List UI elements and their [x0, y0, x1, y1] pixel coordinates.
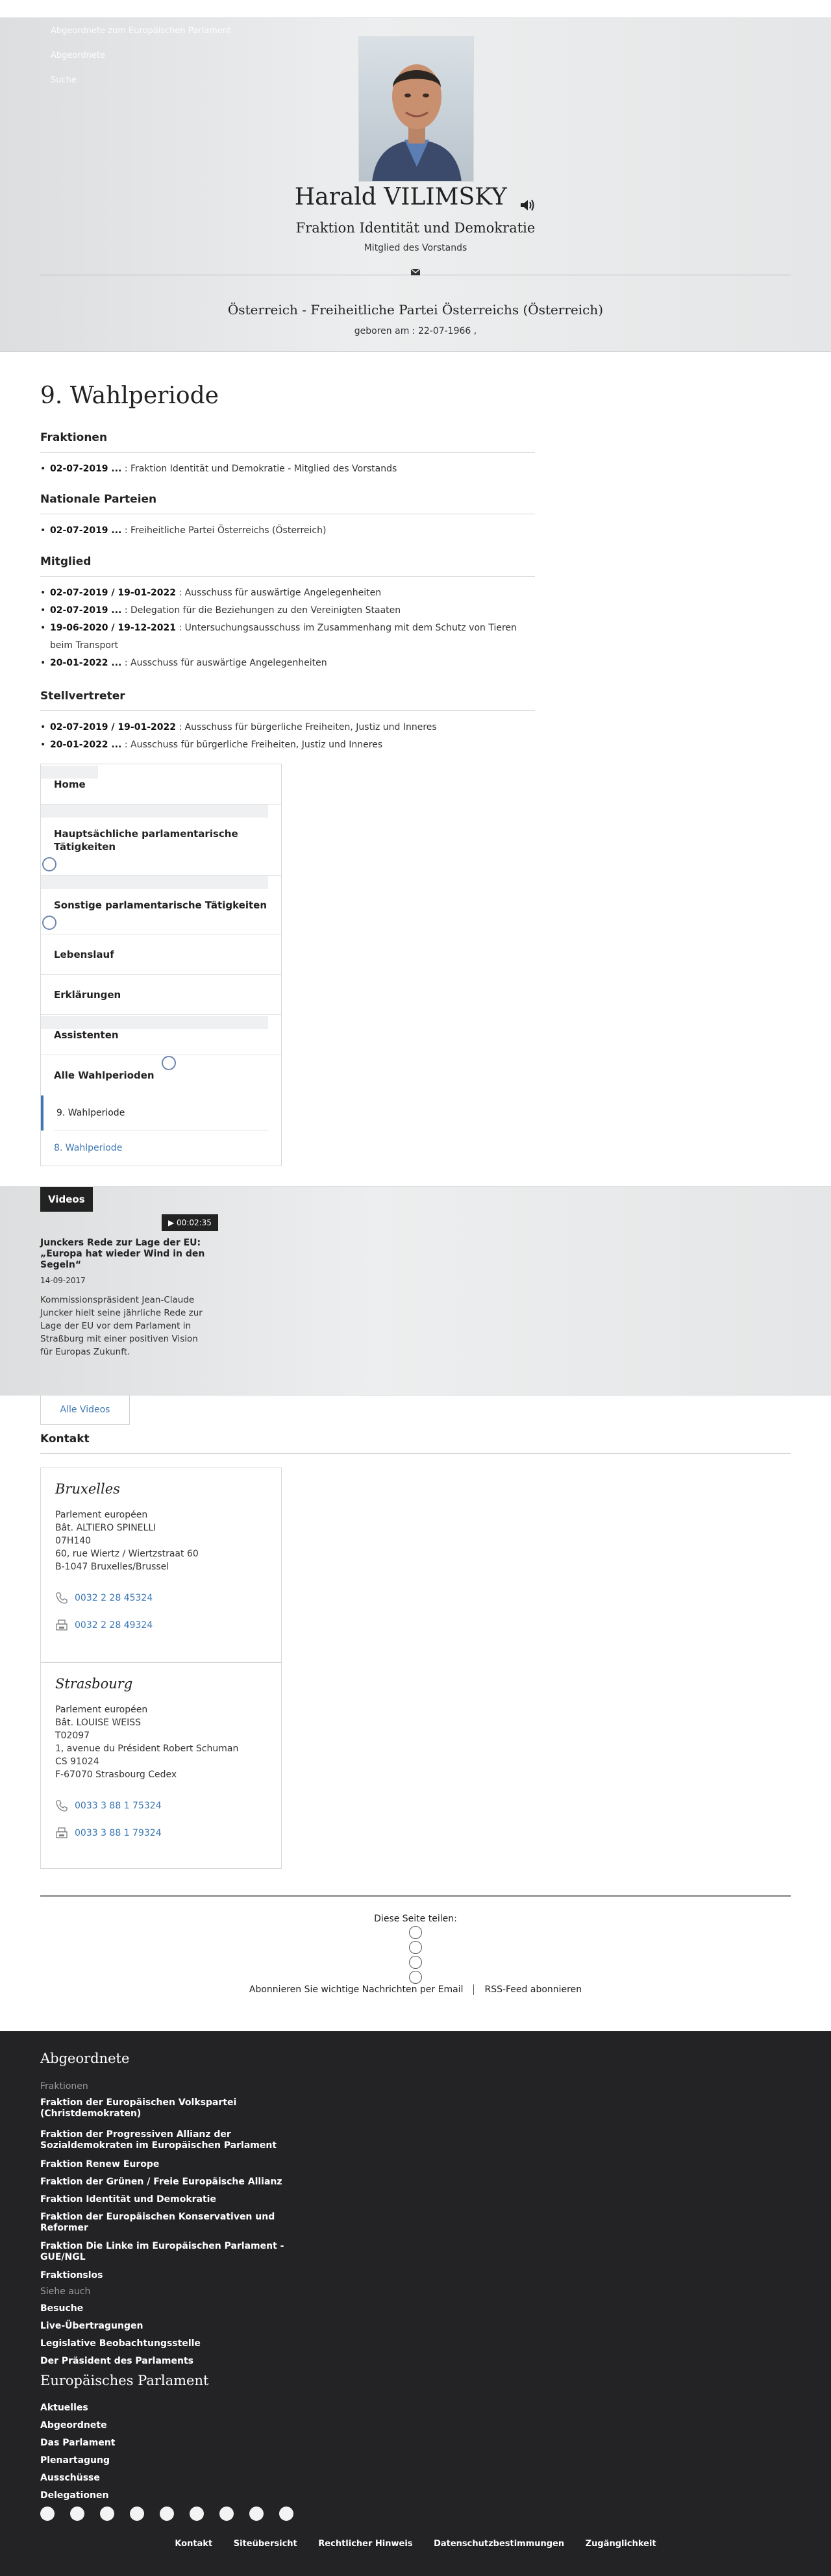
item-date: 20-01-2022 ...: [50, 740, 122, 750]
item-text: : Fraktion Identität und Demokratie - Mitglied des Vorstands: [121, 464, 397, 474]
footer-link[interactable]: Aktuelles: [40, 2403, 88, 2413]
subscribe-links: [0, 1984, 831, 1995]
address-line: CS 91024: [55, 1757, 99, 1767]
footer-link[interactable]: Fraktion der Europäischen Konservativen und Reformer: [40, 2212, 275, 2233]
phone-number[interactable]: 0033 3 88 1 75324: [75, 1801, 162, 1811]
footer-link[interactable]: Delegationen: [40, 2490, 109, 2501]
nav-assistants[interactable]: Assistenten: [41, 1015, 281, 1055]
address-line: 07H140: [55, 1536, 92, 1546]
section-heading: Stellvertreter: [40, 690, 535, 711]
office-city: Strasbourg: [55, 1676, 133, 1692]
mep-birth-date: geboren am : 22-07-1966 ,: [354, 326, 477, 336]
footer-link[interactable]: Ausschüsse: [40, 2473, 100, 2483]
address-line: Parlement européen: [55, 1705, 148, 1715]
office-fax[interactable]: [55, 1619, 267, 1632]
footer-bottom-link[interactable]: Rechtlicher Hinweis: [318, 2539, 413, 2549]
footer-link[interactable]: Fraktion Identität und Demokratie: [40, 2194, 216, 2205]
footer-link[interactable]: Plenartagung: [40, 2455, 110, 2466]
item-text: : Freiheitliche Partei Österreichs (Österreich): [121, 525, 327, 536]
snapchat-icon[interactable]: [249, 2507, 264, 2521]
section-list: [40, 584, 535, 672]
footer-link[interactable]: Abgeordnete: [40, 2420, 107, 2431]
nav-declarations[interactable]: Erklärungen: [41, 975, 281, 1015]
nav-term-8[interactable]: 8. Wahlperiode: [54, 1143, 123, 1153]
item-date: 02-07-2019 / 19-01-2022: [50, 588, 176, 598]
address-line: Bât. LOUISE WEISS: [55, 1718, 142, 1728]
nav-term-9[interactable]: 9. Wahlperiode: [41, 1095, 281, 1131]
breadcrumb-link[interactable]: Abgeordnete zum Europäischen Parlament: [51, 26, 232, 36]
footer-link[interactable]: Live-Übertragungen: [40, 2321, 143, 2331]
address-line: B-1047 Bruxelles/Brussel: [55, 1562, 169, 1572]
item-text: : Untersuchungsausschuss im Zusammenhang mit dem Schutz von Tieren beim Transport: [50, 623, 517, 651]
mep-political-group: Fraktion Identität und Demokratie: [295, 220, 536, 236]
whatsapp-icon[interactable]: [409, 1971, 422, 1984]
section-list: [40, 522, 535, 540]
footer-link[interactable]: Fraktionslos: [40, 2270, 103, 2281]
rss-link[interactable]: RSS-Feed abonnieren: [484, 1984, 582, 1995]
item-text: : Ausschuss für auswärtige Angelegenheiten: [175, 588, 382, 598]
video-title[interactable]: Junckers Rede zur Lage der EU: „Europa hat wieder Wind in den Segeln“: [40, 1238, 205, 1270]
footer-link[interactable]: Der Präsident des Parlaments: [40, 2356, 193, 2366]
item-date: 02-07-2019 ...: [50, 525, 122, 536]
item-date: 20-01-2022 ...: [50, 658, 122, 668]
subscribe-email-link[interactable]: Abonnieren Sie wichtige Nachrichten per Email: [249, 1984, 464, 1995]
list-item: [40, 736, 535, 754]
footer-link[interactable]: Besuche: [40, 2303, 84, 2314]
nav-cv[interactable]: Lebenslauf: [41, 934, 281, 975]
linkedin-icon[interactable]: [409, 1956, 422, 1969]
divider: [473, 1984, 474, 1995]
email-icon[interactable]: [410, 268, 421, 277]
footer-bottom-link[interactable]: Zugänglichkeit: [585, 2539, 656, 2549]
section-heading: Mitglied: [40, 555, 535, 577]
section-national-parties: [40, 493, 535, 540]
videos-section: [0, 1186, 831, 1395]
office-card-strasbourg: [40, 1662, 282, 1869]
footer-bottom-links: [0, 2539, 831, 2549]
list-item: [40, 522, 535, 540]
nav-other-activities[interactable]: Sonstige parlamentarische Tätigkeiten: [41, 876, 281, 934]
footer-link[interactable]: Das Parlament: [40, 2438, 116, 2448]
address-line: Bât. ALTIERO SPINELLI: [55, 1523, 156, 1533]
breadcrumb: [51, 23, 231, 88]
video-duration[interactable]: ▶ 00:02:35: [162, 1214, 218, 1231]
mep-side-navigation: [40, 764, 282, 1166]
item-date: 02-07-2019 ...: [50, 605, 122, 616]
section-substitute: [40, 690, 535, 754]
share-icons: [408, 1926, 423, 1986]
office-address: [55, 1508, 267, 1573]
fax-icon: [55, 1827, 68, 1840]
footer-link[interactable]: Fraktion der Progressiven Allianz der Sozialdemokraten im Europäischen Parlament: [40, 2129, 277, 2151]
list-item: [40, 460, 535, 478]
office-phone[interactable]: [55, 1592, 267, 1605]
footer-link[interactable]: Fraktion der Grünen / Freie Europäische Allianz: [40, 2177, 282, 2187]
office-city: Bruxelles: [55, 1481, 120, 1497]
mep-header: [0, 18, 831, 352]
social-icons: [40, 2507, 293, 2521]
breadcrumb-link[interactable]: Abgeordnete: [51, 51, 106, 60]
item-date: 02-07-2019 / 19-01-2022: [50, 722, 176, 732]
nav-home[interactable]: Home: [41, 764, 281, 805]
flickr-icon[interactable]: [100, 2507, 114, 2521]
address-line: 1, avenue du Président Robert Schuman: [55, 1744, 239, 1754]
phone-icon: [55, 1799, 68, 1812]
breadcrumb-link[interactable]: Suche: [51, 75, 77, 85]
mep-role: Mitglied des Vorstands: [364, 243, 467, 253]
address-line: F-67070 Strasbourg Cedex: [55, 1769, 177, 1780]
divider: [40, 1453, 791, 1454]
office-fax[interactable]: [55, 1827, 267, 1840]
footer-link[interactable]: Fraktion Renew Europe: [40, 2159, 160, 2170]
footer-see-also-label: Siehe auch: [40, 2286, 91, 2297]
footer-bottom-link[interactable]: Datenschutzbestimmungen: [434, 2539, 565, 2549]
loading-spinner-icon: [42, 916, 56, 930]
linkedin-icon[interactable]: [130, 2507, 144, 2521]
list-item: [40, 719, 535, 736]
item-date: 02-07-2019 ...: [50, 464, 122, 474]
item-text: : Ausschuss für bürgerliche Freiheiten, Justiz und Inneres: [121, 740, 383, 750]
list-item: [40, 655, 535, 672]
facebook-icon[interactable]: [409, 1926, 422, 1939]
fax-number[interactable]: 0032 2 28 49324: [75, 1620, 153, 1631]
footer-heading-ep: Europäisches Parlament: [40, 2373, 209, 2388]
facebook-icon[interactable]: [40, 2507, 55, 2521]
nav-main-activities[interactable]: Hauptsächliche parlamentarische Tätigkeiten: [41, 805, 281, 876]
office-address: [55, 1703, 267, 1781]
video-description: Kommissionspräsident Jean-Claude Juncker hielt seine jährliche Rede zur Lage der EU vor dem Parlament in Straßburg mit einer positiven Vision für Europas Zukunft.: [40, 1295, 203, 1357]
loading-spinner-icon: [42, 857, 56, 871]
footer-link[interactable]: Fraktion der Europäischen Volkspartei (Christdemokraten): [40, 2097, 237, 2119]
youtube-icon[interactable]: [160, 2507, 174, 2521]
term-title: 9. Wahlperiode: [40, 382, 219, 409]
footer-bottom-link[interactable]: Siteübersicht: [233, 2539, 297, 2549]
videos-label: Videos: [40, 1187, 93, 1212]
pinterest-icon[interactable]: [219, 2507, 234, 2521]
footer-groups-label: Fraktionen: [40, 2081, 88, 2092]
all-videos-button[interactable]: Alle Videos: [40, 1395, 130, 1425]
mep-country-party: Österreich - Freiheitliche Partei Österreichs (Österreich): [227, 302, 604, 318]
footer-bottom-link[interactable]: Kontakt: [175, 2539, 213, 2549]
item-date: 19-06-2020 / 19-12-2021: [50, 623, 176, 633]
section-member: [40, 555, 535, 672]
office-phone[interactable]: [55, 1799, 267, 1812]
video-date: 14-09-2017: [40, 1276, 86, 1285]
twitter-icon[interactable]: [409, 1941, 422, 1954]
list-item: [40, 602, 535, 619]
phone-number[interactable]: 0032 2 28 45324: [75, 1593, 153, 1603]
fax-number[interactable]: 0033 3 88 1 79324: [75, 1828, 162, 1838]
divider: [40, 1895, 791, 1897]
mep-name-heading: [0, 184, 831, 210]
loading-spinner-icon: [162, 1056, 176, 1070]
section-list: [40, 460, 535, 478]
phone-icon: [55, 1592, 68, 1605]
contact-title: Kontakt: [40, 1432, 90, 1445]
section-heading: Fraktionen: [40, 431, 535, 453]
section-heading: Nationale Parteien: [40, 493, 535, 514]
address-line: Parlement européen: [55, 1510, 148, 1520]
item-text: : Ausschuss für bürgerliche Freiheiten, Justiz und Inneres: [175, 722, 437, 732]
mep-photo: [358, 36, 474, 182]
nav-all-terms[interactable]: Alle Wahlperioden: [54, 1069, 155, 1081]
address-line: T02097: [55, 1731, 90, 1741]
list-item: [40, 619, 535, 655]
twitter-icon[interactable]: [70, 2507, 84, 2521]
mep-name: Harald VILIMSKY: [294, 184, 507, 210]
footer-link[interactable]: Fraktion Die Linke im Europäischen Parlament - GUE/NGL: [40, 2241, 284, 2262]
item-text: : Delegation für die Beziehungen zu den Vereinigten Staaten: [121, 605, 401, 616]
footer-link[interactable]: Legislative Beobachtungsstelle: [40, 2338, 201, 2349]
share-label: Diese Seite teilen:: [374, 1914, 457, 1924]
section-list: [40, 719, 535, 754]
speaker-icon[interactable]: [519, 192, 536, 206]
footer-heading-meps: Abgeordnete: [40, 2051, 130, 2066]
item-text: : Ausschuss für auswärtige Angelegenheiten: [121, 658, 327, 668]
fax-icon: [55, 1619, 68, 1632]
address-line: 60, rue Wiertz / Wiertzstraat 60: [55, 1549, 199, 1559]
reddit-icon[interactable]: [279, 2507, 293, 2521]
list-item: [40, 584, 535, 602]
office-card-brussels: [40, 1468, 282, 1662]
instagram-icon[interactable]: [190, 2507, 204, 2521]
section-groups: [40, 431, 535, 478]
